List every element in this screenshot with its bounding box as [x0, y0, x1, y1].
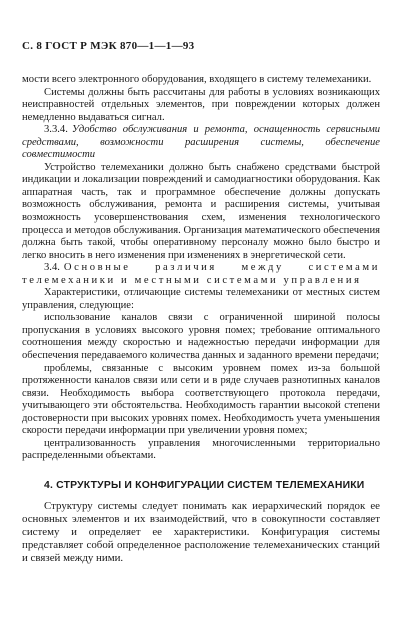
clause-title: Основные различия между системами телемеханики и местными системами управления: [22, 262, 380, 286]
paragraph: Структуру системы следует понимать как иерархический порядок ее основных элементов и их взаимодействий, что в совокупности составляет систему и определяет ее характеристики. Конфигурация системы представляет собой определенное расположение телемеханических станций и связей между ними.: [22, 499, 380, 564]
list-item: централизованность управления многочисленными территориально распределенными объектами.: [22, 437, 380, 462]
list-item: проблемы, связанные с высоким уровнем помех из-за большой протяженности каналов связи или сети и в ряде случаев разнотипных каналов связи. Необходимость выбора соответствующего протокола передачи, учитывающего эти обстоятельства. Необходимость гарантии высокой степени достоверности при высоких уровнях помех. Необходимость учета уменьшения скорости передачи информации при увеличении уровня помех;: [22, 362, 380, 437]
page-header: С. 8 ГОСТ Р МЭК 870—1—1—93: [22, 40, 195, 52]
list-item: использование каналов связи с ограниченной шириной полосы пропускания в условиях высокого уровня помех; требование оптимального соотношения между скоростью и надежностью передачи информации для обеспечения передаваемого количества данных и заданного времени передачи;: [22, 312, 380, 362]
paragraph: Системы должны быть рассчитаны для работы в условиях возникающих неисправностей отдельных элементов, при повреждении которых должен немедленно выдаваться сигнал.: [22, 86, 380, 123]
section-body: [22, 500, 380, 565]
clause-title: Удобство обслуживания и ремонта, оснащенность сервисными средствами, возможности расширения системы, обеспечение совместимости: [22, 124, 380, 161]
clause-number: 3.3.4.: [44, 124, 68, 136]
clause-3-4-heading: [22, 262, 380, 287]
clause-number: 3.4.: [44, 262, 60, 274]
paragraph: мости всего электронного оборудования, входящего в систему телемеханики.: [22, 74, 372, 85]
clause-3-3-4-heading: [22, 124, 380, 162]
paragraph: Характеристики, отличающие системы телемеханики от местных систем управления, следующие:: [22, 287, 380, 311]
paragraph: Устройство телемеханики должно быть снабжено средствами быстрой индикации и локализации повреждений и самодиагностики оборудования. Как аппаратная часть, так и программное обеспечение должны допускать возможность обслуживания, ремонта и расширения системы, учитывая возможность усовершенствования схем, изменения технологического процесса и методов обслуживания. Организация математического обеспечения должна быть такой, чтобы оперативному персоналу можно было быстро и легко вносить в него изменения при изменениях в энергетической сети.: [22, 161, 380, 261]
section-title: 4. СТРУКТУРЫ И КОНФИГУРАЦИИ СИСТЕМ ТЕЛЕМЕХАНИКИ: [44, 479, 365, 491]
